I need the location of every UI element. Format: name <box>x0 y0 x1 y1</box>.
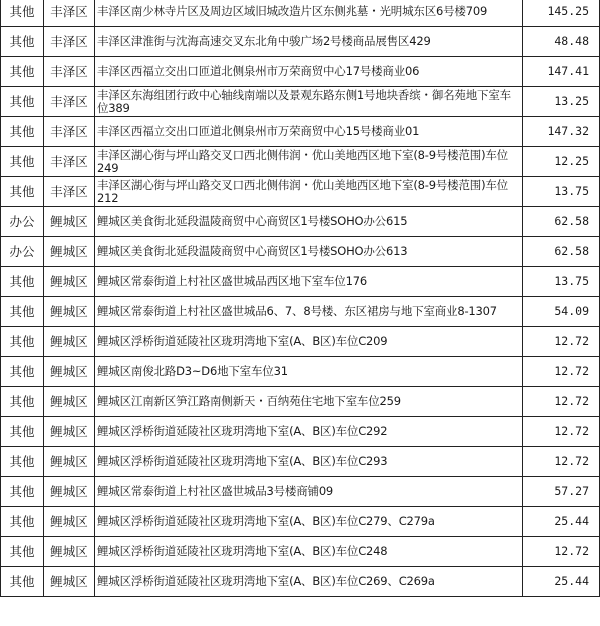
area-cell: 12.25 <box>523 147 600 177</box>
description-cell: 鲤城区江南新区笋江路南侧新天・百纳苑住宅地下室车位259 <box>95 387 523 417</box>
area-cell: 25.44 <box>523 507 600 537</box>
district-cell: 鲤城区 <box>44 237 95 267</box>
type-cell: 其他 <box>1 417 44 447</box>
type-cell: 其他 <box>1 537 44 567</box>
table-row <box>1 147 600 177</box>
area-cell: 147.32 <box>523 117 600 147</box>
district-cell: 鲤城区 <box>44 297 95 327</box>
district-cell: 鲤城区 <box>44 327 95 357</box>
district-cell: 丰泽区 <box>44 147 95 177</box>
table-row <box>1 57 600 87</box>
area-cell: 12.72 <box>523 537 600 567</box>
table-row <box>1 207 600 237</box>
description-cell: 鲤城区美食街北延段温陵商贸中心商贸区1号楼SOHO办公615 <box>95 207 523 237</box>
description-cell: 鲤城区浮桥街道延陵社区珑玥湾地下室(A、B区)车位C293 <box>95 447 523 477</box>
district-cell: 鲤城区 <box>44 417 95 447</box>
description-cell: 鲤城区浮桥街道延陵社区珑玥湾地下室(A、B区)车位C292 <box>95 417 523 447</box>
type-cell: 其他 <box>1 387 44 417</box>
district-cell: 丰泽区 <box>44 0 95 27</box>
area-cell: 12.72 <box>523 357 600 387</box>
description-cell: 丰泽区津淮街与沈海高速交叉东北角中骏广场2号楼商品展售区429 <box>95 27 523 57</box>
table-row <box>1 177 600 207</box>
type-cell: 办公 <box>1 237 44 267</box>
description-cell: 鲤城区浮桥街道延陵社区珑玥湾地下室(A、B区)车位C248 <box>95 537 523 567</box>
description-cell: 丰泽区西福立交出口匝道北侧泉州市万荣商贸中心15号楼商业01 <box>95 117 523 147</box>
table-row <box>1 477 600 507</box>
table-row <box>1 417 600 447</box>
type-cell: 其他 <box>1 297 44 327</box>
description-cell: 鲤城区浮桥街道延陵社区珑玥湾地下室(A、B区)车位C279、C279a <box>95 507 523 537</box>
description-cell: 丰泽区湖心街与坪山路交叉口西北侧伟润・优山美地西区地下室(8-9号楼范围)车位212 <box>95 177 523 207</box>
table-row <box>1 0 600 27</box>
area-cell: 145.25 <box>523 0 600 27</box>
description-cell: 鲤城区南俊北路D3~D6地下室车位31 <box>95 357 523 387</box>
type-cell: 其他 <box>1 267 44 297</box>
description-cell: 鲤城区浮桥街道延陵社区珑玥湾地下室(A、B区)车位C209 <box>95 327 523 357</box>
area-cell: 57.27 <box>523 477 600 507</box>
table-row <box>1 117 600 147</box>
district-cell: 丰泽区 <box>44 117 95 147</box>
type-cell: 其他 <box>1 567 44 597</box>
area-cell: 12.72 <box>523 417 600 447</box>
description-cell: 丰泽区南少林寺片区及周边区域旧城改造片区东侧兆墓・光明城东区6号楼709 <box>95 0 523 27</box>
table-row <box>1 357 600 387</box>
area-cell: 62.58 <box>523 207 600 237</box>
district-cell: 鲤城区 <box>44 357 95 387</box>
district-cell: 鲤城区 <box>44 507 95 537</box>
table-row <box>1 27 600 57</box>
area-cell: 13.75 <box>523 267 600 297</box>
district-cell: 丰泽区 <box>44 27 95 57</box>
description-cell: 鲤城区常泰街道上村社区盛世城品西区地下室车位176 <box>95 267 523 297</box>
table-row <box>1 537 600 567</box>
type-cell: 其他 <box>1 327 44 357</box>
type-cell: 其他 <box>1 357 44 387</box>
area-cell: 62.58 <box>523 237 600 267</box>
district-cell: 鲤城区 <box>44 267 95 297</box>
type-cell: 办公 <box>1 207 44 237</box>
area-cell: 54.09 <box>523 297 600 327</box>
type-cell: 其他 <box>1 177 44 207</box>
type-cell: 其他 <box>1 147 44 177</box>
table-row <box>1 267 600 297</box>
type-cell: 其他 <box>1 447 44 477</box>
description-cell: 丰泽区西福立交出口匝道北侧泉州市万荣商贸中心17号楼商业06 <box>95 57 523 87</box>
area-cell: 48.48 <box>523 27 600 57</box>
description-cell: 鲤城区浮桥街道延陵社区珑玥湾地下室(A、B区)车位C269、C269a <box>95 567 523 597</box>
area-cell: 13.75 <box>523 177 600 207</box>
type-cell: 其他 <box>1 477 44 507</box>
table-row <box>1 447 600 477</box>
table-row <box>1 237 600 267</box>
description-cell: 鲤城区常泰街道上村社区盛世城品6、7、8号楼、东区裙房与地下室商业8-1307 <box>95 297 523 327</box>
table-row <box>1 327 600 357</box>
table-row <box>1 387 600 417</box>
area-cell: 13.25 <box>523 87 600 117</box>
district-cell: 鲤城区 <box>44 567 95 597</box>
type-cell: 其他 <box>1 117 44 147</box>
area-cell: 12.72 <box>523 327 600 357</box>
district-cell: 丰泽区 <box>44 57 95 87</box>
district-cell: 鲤城区 <box>44 477 95 507</box>
description-cell: 鲤城区常泰街道上村社区盛世城品3号楼商铺09 <box>95 477 523 507</box>
table-row <box>1 297 600 327</box>
type-cell: 其他 <box>1 87 44 117</box>
table-row <box>1 567 600 597</box>
district-cell: 鲤城区 <box>44 447 95 477</box>
type-cell: 其他 <box>1 507 44 537</box>
description-cell: 鲤城区美食街北延段温陵商贸中心商贸区1号楼SOHO办公613 <box>95 237 523 267</box>
district-cell: 鲤城区 <box>44 537 95 567</box>
type-cell: 其他 <box>1 27 44 57</box>
description-cell: 丰泽区东海组团行政中心轴线南端以及景观东路东侧1号地块香缤・御名苑地下室车位389 <box>95 87 523 117</box>
area-cell: 12.72 <box>523 447 600 477</box>
district-cell: 丰泽区 <box>44 87 95 117</box>
table-row <box>1 87 600 117</box>
area-cell: 25.44 <box>523 567 600 597</box>
table-body <box>1 0 600 597</box>
district-cell: 丰泽区 <box>44 177 95 207</box>
type-cell: 其他 <box>1 57 44 87</box>
type-cell: 其他 <box>1 0 44 27</box>
description-cell: 丰泽区湖心街与坪山路交叉口西北侧伟润・优山美地西区地下室(8-9号楼范围)车位249 <box>95 147 523 177</box>
area-cell: 12.72 <box>523 387 600 417</box>
district-cell: 鲤城区 <box>44 387 95 417</box>
district-cell: 鲤城区 <box>44 207 95 237</box>
table-row <box>1 507 600 537</box>
area-cell: 147.41 <box>523 57 600 87</box>
